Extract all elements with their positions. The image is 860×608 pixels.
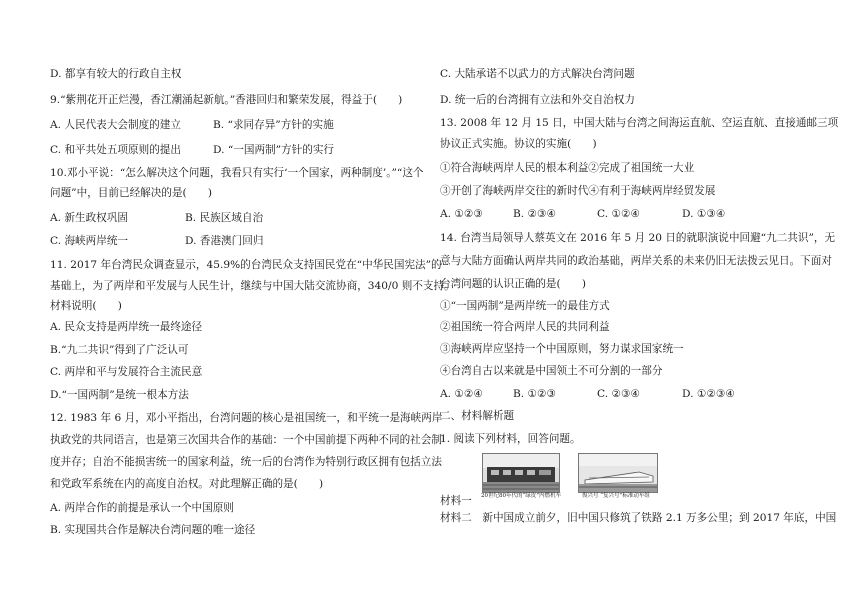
q10-option-d: D. 香港澳门回归 [185,235,264,247]
q10-stem-line2: 问题”中，目前已经解决的是( ) [50,187,212,199]
prev-option-c: C. 大陆承诺不以武力的方式解决台湾问题 [440,68,635,80]
q10-option-a: A. 新生政权巩固 [50,212,128,224]
q13-option-c: C. ①②④ [597,208,640,220]
train-photo-old [482,453,560,493]
q9-stem: 9.“紫荆花开正烂漫，香江潮涌起新航。”香港回归和繁荣发展，得益于( ) [50,94,403,106]
q10-option-c: C. 海峡两岸统一 [50,235,129,247]
q13-option-d: D. ①③④ [682,208,726,220]
q14-option-a: A. ①②④ [440,388,483,400]
photo1-caption: 20世纪80年代的“绿皮”内燃机车 [481,493,562,499]
q12-stem-line2: 执政党的共同语言，也是第三次国共合作的基础：一个中国前提下两种不同的社会制 [50,434,442,446]
train-photo-new [578,453,658,493]
q11-option-d: D.“一国两制”是统一根本方法 [50,389,189,401]
material2-text: 材料二 新中国成立前夕，旧中国只修筑了铁路 2.1 万多公里；到 2017 年底，中国 [440,512,837,524]
q11-stem-line3: 材料说明( ) [50,300,122,312]
q14-item-1: ①“一国两制”是两岸统一的最佳方式 [440,300,610,312]
q9-option-a: A. 人民代表大会制度的建立 [50,119,181,131]
q13-option-b: B. ②③④ [513,208,557,220]
q12-option-b: B. 实现国共合作是解决台湾问题的唯一途径 [50,524,256,536]
q14-stem-line3: 台湾问题的认识正确的是( ) [440,278,586,290]
q9-option-d: D. “一国两制”方针的实行 [213,144,335,156]
q10-option-b: B. 民族区域自治 [185,212,264,224]
q10-stem-line1: 10.邓小平说：“怎么解决这个问题，我看只有实行‘一个国家，两种制度’。”“这个 [50,167,424,179]
material1-label: 材料一 [440,495,472,507]
q9-option-c: C. 和平共处五项原则的提出 [50,144,181,156]
photo2-caption: 復兴号 “复兴号”标准动车组 [582,493,650,499]
q12-stem-line1: 12. 1983 年 6 月，邓小平指出，台湾问题的核心是祖国统一，和平统一是海峡两岸 [50,412,443,424]
q11-stem-line2: 基础上，为了两岸和平发展与人民生计，继续与中国大陆交流协商，340/0 则不支持。 [50,280,455,292]
prev-option-d: D. 都享有较大的行政自主权 [50,68,182,80]
q12-stem-line4: 和党政军系统在内的高度自治权。对此理解正确的是( ) [50,478,324,490]
q9-option-b: B. “求同存异”方针的实施 [213,119,334,131]
q13-stem-line1: 13. 2008 年 12 月 15 日，中国大陆与台湾之间海运直航、空运直航、直接通邮三项 [440,117,839,129]
q11-option-c: C. 两岸和平与发展符合主流民意 [50,366,203,378]
q13-option-a: A. ①②③ [440,208,483,220]
section-heading: 二、材料解析题 [440,410,515,422]
q14-stem-line2: 意与大陆方面确认两岸共同的政治基础，两岸关系的未来仍旧无法拨云见日。下面对 [440,255,832,267]
q14-item-2: ②祖国统一符合两岸人民的共同利益 [440,321,610,333]
q14-stem-line1: 14. 台湾当局领导人蔡英文在 2016 年 5 月 20 日的就职演说中回避“九二共识”，无 [440,232,836,244]
q14-item-3: ③海峡两岸应坚持一个中国原则，努力谋求国家统一 [440,343,684,355]
q13-stem-line2: 协议正式实施。协议的实施( ) [440,138,597,150]
q14-option-d: D. ①②③④ [682,388,735,400]
q14-item-4: ④台湾自古以来就是中国领土不可分割的一部分 [440,365,663,377]
q13-item-line2: ③开创了海峡两岸交往的新时代④有利于海峡两岸经贸发展 [440,185,716,197]
q12-option-a: A. 两岸合作的前提是承认一个中国原则 [50,502,234,514]
q11-option-a: A. 民众支持是两岸统一最终途径 [50,321,203,333]
q11-option-b: B.“九二共识”得到了广泛认可 [50,344,189,356]
q13-item-line1: ①符合海峡两岸人民的根本利益②完成了祖国统一大业 [440,162,695,174]
q14-option-b: B. ①②③ [513,388,557,400]
q12-stem-line3: 度并存；自治不能损害统一的国家利益，统一后的台湾作为特别行政区拥有包括立法 [50,456,442,468]
prev-option-d: D. 统一后的台湾拥有立法和外交自治权力 [440,94,635,106]
q1-stem: 1. 阅读下列材料，回答问题。 [440,433,581,445]
q14-option-c: C. ②③④ [597,388,640,400]
q11-stem-line1: 11. 2017 年台湾民众调查显示，45.9%的台湾民众支持国民党在“中华民国宪法”的 [50,259,442,271]
